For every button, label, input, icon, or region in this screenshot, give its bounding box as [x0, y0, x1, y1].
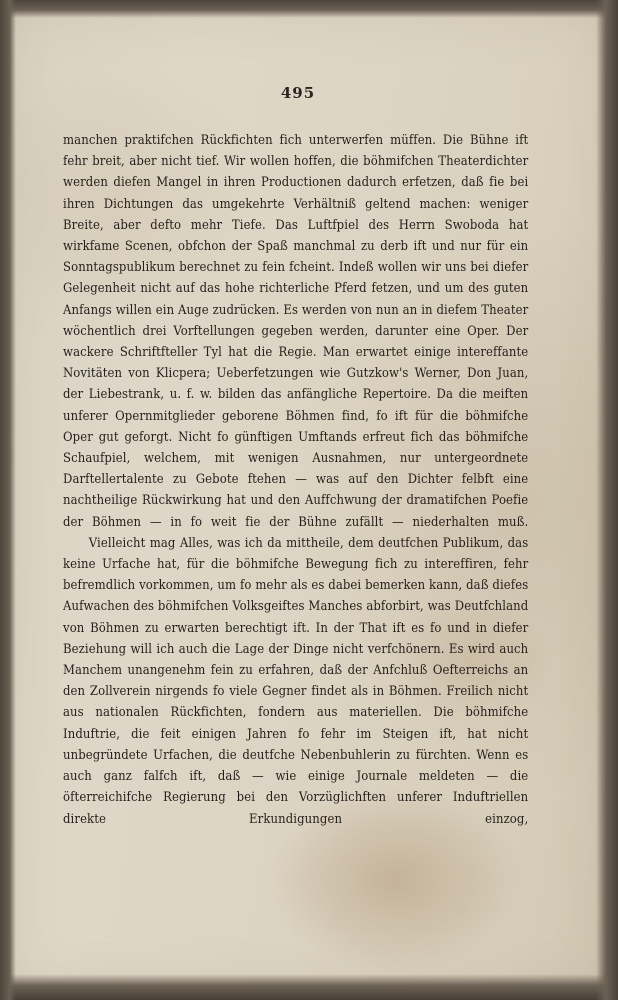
paragraph-2: Vielleicht mag Alles, was ich da mittheile, dem deutfchen Publikum, das keine Urfache hat, für die böhmifche Bewegung fich zu intereffiren, fehr befremdlich vorkommen, um fo mehr als es dabei bemerken kann, daß diefes Aufwachen des böhmifchen Volksgeiftes Manches abforbirt, was Deutfchland von Böhmen zu erwarten berechtigt ift. In der That ift es fo und in diefer Beziehung will ich auch die Lage der Dinge nicht verfchönern. Es wird auch Manchem unangenehm fein zu erfahren, daß der Anfchluß Oefterreichs an den Zollverein nirgends fo viele Gegner findet als in Böhmen. Freilich nicht aus nationalen Rückfichten, fondern aus materiellen. Die böhmifche Induftrie, die feit einigen Jahren fo fehr im Steigen ift, hat nicht unbegründete Urfachen, die deutfche Nebenbuhlerin zu fürchten. Wenn es auch ganz falfch ift, daß — wie einige Journale meldeten — die öfterreichifche Regierung bei den Vorzüglichften unferer Induftriellen direkte Erkundigungen einzog, [63, 535, 529, 827]
page-content [63, 84, 533, 830]
body-text [63, 130, 528, 830]
page-number: 495 [280, 84, 316, 102]
scan-edge-right [596, 0, 618, 1000]
paragraph-1: manchen praktifchen Rückfichten fich unterwerfen müffen. Die Bühne ift fehr breit, aber nicht tief. Wir wollen hoffen, die böhmifchen Theaterdichter werden diefen Mangel in ihren Productionen dadurch erfetzen, daß fie bei ihren Dichtungen das umgekehrte Verhältniß geltend machen: weniger Breite, aber defto mehr Tiefe. Das Luftfpiel des Herrn Swoboda hat wirkfame Scenen, obfchon der Spaß manchmal zu derb ift und nur für ein Sonntagspublikum berechnet zu fein fcheint. Indeß wollen wir uns bei diefer Gelegenheit nicht auf das hohe richterliche Pferd fetzen, und um des guten Anfangs willen ein Auge zudrücken. Es werden von nun an in diefem Theater wöchentlich drei Vorftellungen gegeben werden, darunter eine Oper. Der wackere Schriftfteller Tyl hat die Regie. Man erwartet einige intereffante Novitäten von Klicpera; Ueberfetzungen wie Gutzkow's Werner, Don Juan, der Liebestrank, u. f. w. bilden das anfängliche Repertoire. Da die meiften unferer Opernmitglieder geborene Böhmen find, fo ift für die böhmifche Oper gut geforgt. Nicht fo günftigen Umftands erfreut fich das böhmifche Schaufpiel, welchem, mit wenigen Ausnahmen, nur untergeordnete Darftellertalente zu Gebote ftehen — was auf den Dichter felbft eine nachtheilige Rückwirkung hat und den Auffchwung der dramatifchen Poefie der Böhmen — in fo weit fie der Bühne zufällt — niederhalten muß. [63, 133, 529, 530]
scan-edge-left [0, 0, 16, 1000]
scan-edge-bottom [0, 974, 618, 1000]
scan-edge-top [0, 0, 618, 18]
